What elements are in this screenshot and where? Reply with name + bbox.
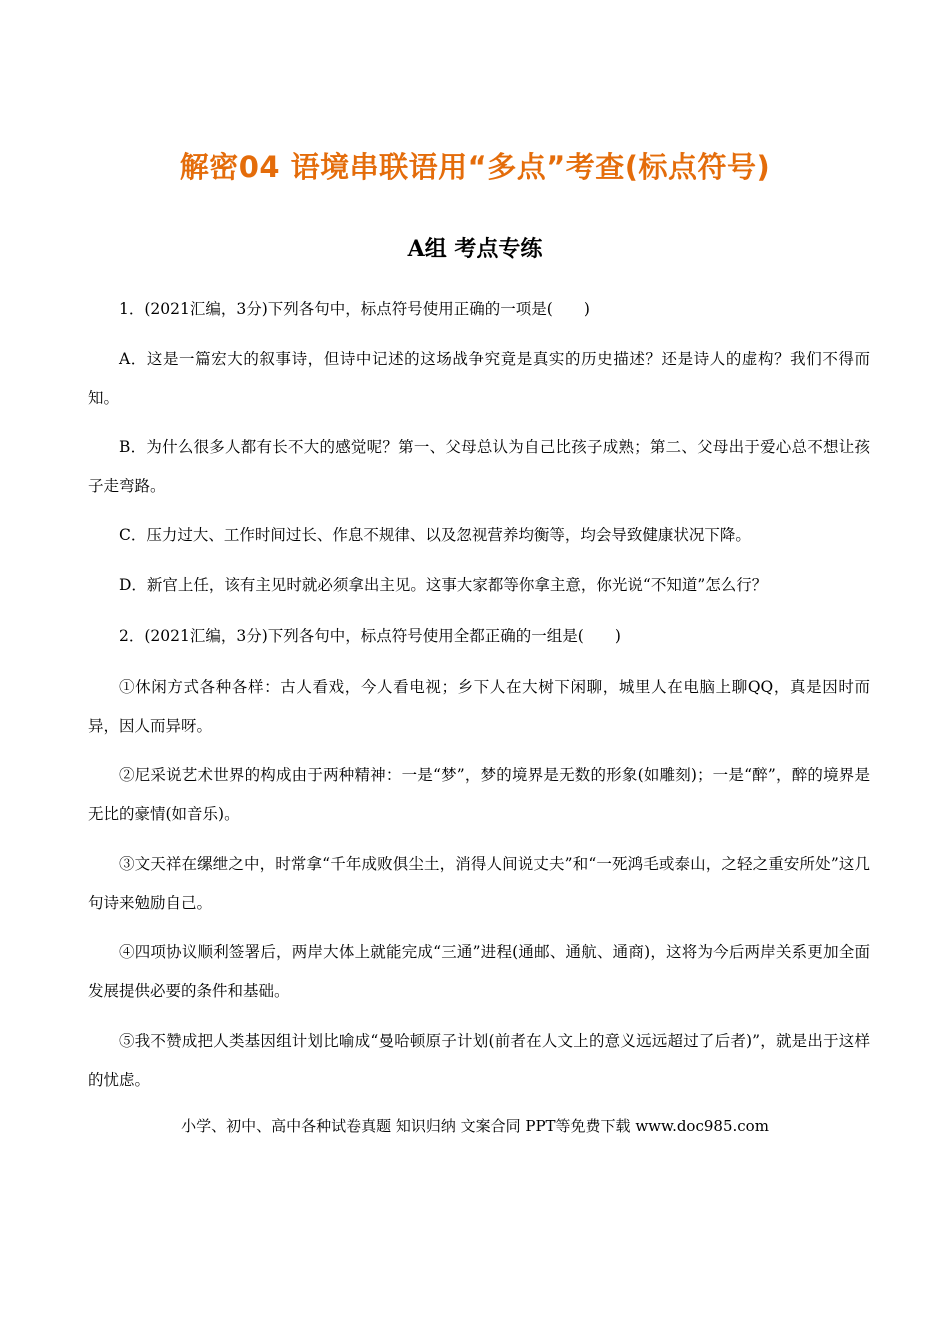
document-title: 解密04 语境串联语用“多点”考查(标点符号) [179, 150, 771, 184]
question-2-item-2: ②尼采说艺术世界的构成由于两种精神：一是“梦”，梦的境界是无数的形象(如雕刻)；一是“醉”，醉的境界是无比的豪情(如音乐)。 [88, 766, 870, 823]
question-1-option-d: D．新官上任，该有主见时就必须拿出主见。这事大家都等你拿主意，你光说“不知道”怎么行？ [119, 576, 768, 594]
section-heading: A组 考点专练 [407, 236, 543, 262]
question-1-option-c: C．压力过大、工作时间过长、作息不规律、以及忽视营养均衡等，均会导致健康状况下降。 [119, 526, 751, 544]
question-2-item-1: ①休闲方式各种各样：古人看戏，今人看电视；乡下人在大树下闲聊，城里人在电脑上聊QQ，真是因时而异，因人而异呀。 [88, 678, 870, 735]
question-2-item-3: ③文天祥在缧绁之中，时常拿“千年成败俱尘土，消得人间说丈夫”和“一死鸿毛或泰山，之轻之重安所处”这几句诗来勉励自己。 [88, 855, 870, 912]
question-2-item-4: ④四项协议顺利签署后，两岸大体上就能完成“三通”进程(通邮、通航、通商)，这将为今后两岸关系更加全面发展提供必要的条件和基础。 [88, 943, 870, 1000]
question-2-stem: 2．(2021汇编，3分)下列各句中，标点符号使用全都正确的一组是( ) [119, 627, 621, 645]
question-1-option-b: B．为什么很多人都有长不大的感觉呢？第一、父母总认为自己比孩子成熟；第二、父母出于爱心总不想让孩子走弯路。 [88, 438, 870, 495]
question-2-item-5: ⑤我不赞成把人类基因组计划比喻成“曼哈顿原子计划(前者在人文上的意义远远超过了后者)”，就是出于这样的忧虑。 [88, 1032, 870, 1089]
question-1-option-a: A．这是一篇宏大的叙事诗，但诗中记述的这场战争究竟是真实的历史描述？还是诗人的虚构？我们不得而知。 [88, 350, 870, 407]
page-footer: 小学、初中、高中各种试卷真题 知识归纳 文案合同 PPT等免费下载 www.doc985.com [181, 1117, 769, 1135]
question-1-stem: 1．(2021汇编，3分)下列各句中，标点符号使用正确的一项是( ) [119, 300, 590, 318]
